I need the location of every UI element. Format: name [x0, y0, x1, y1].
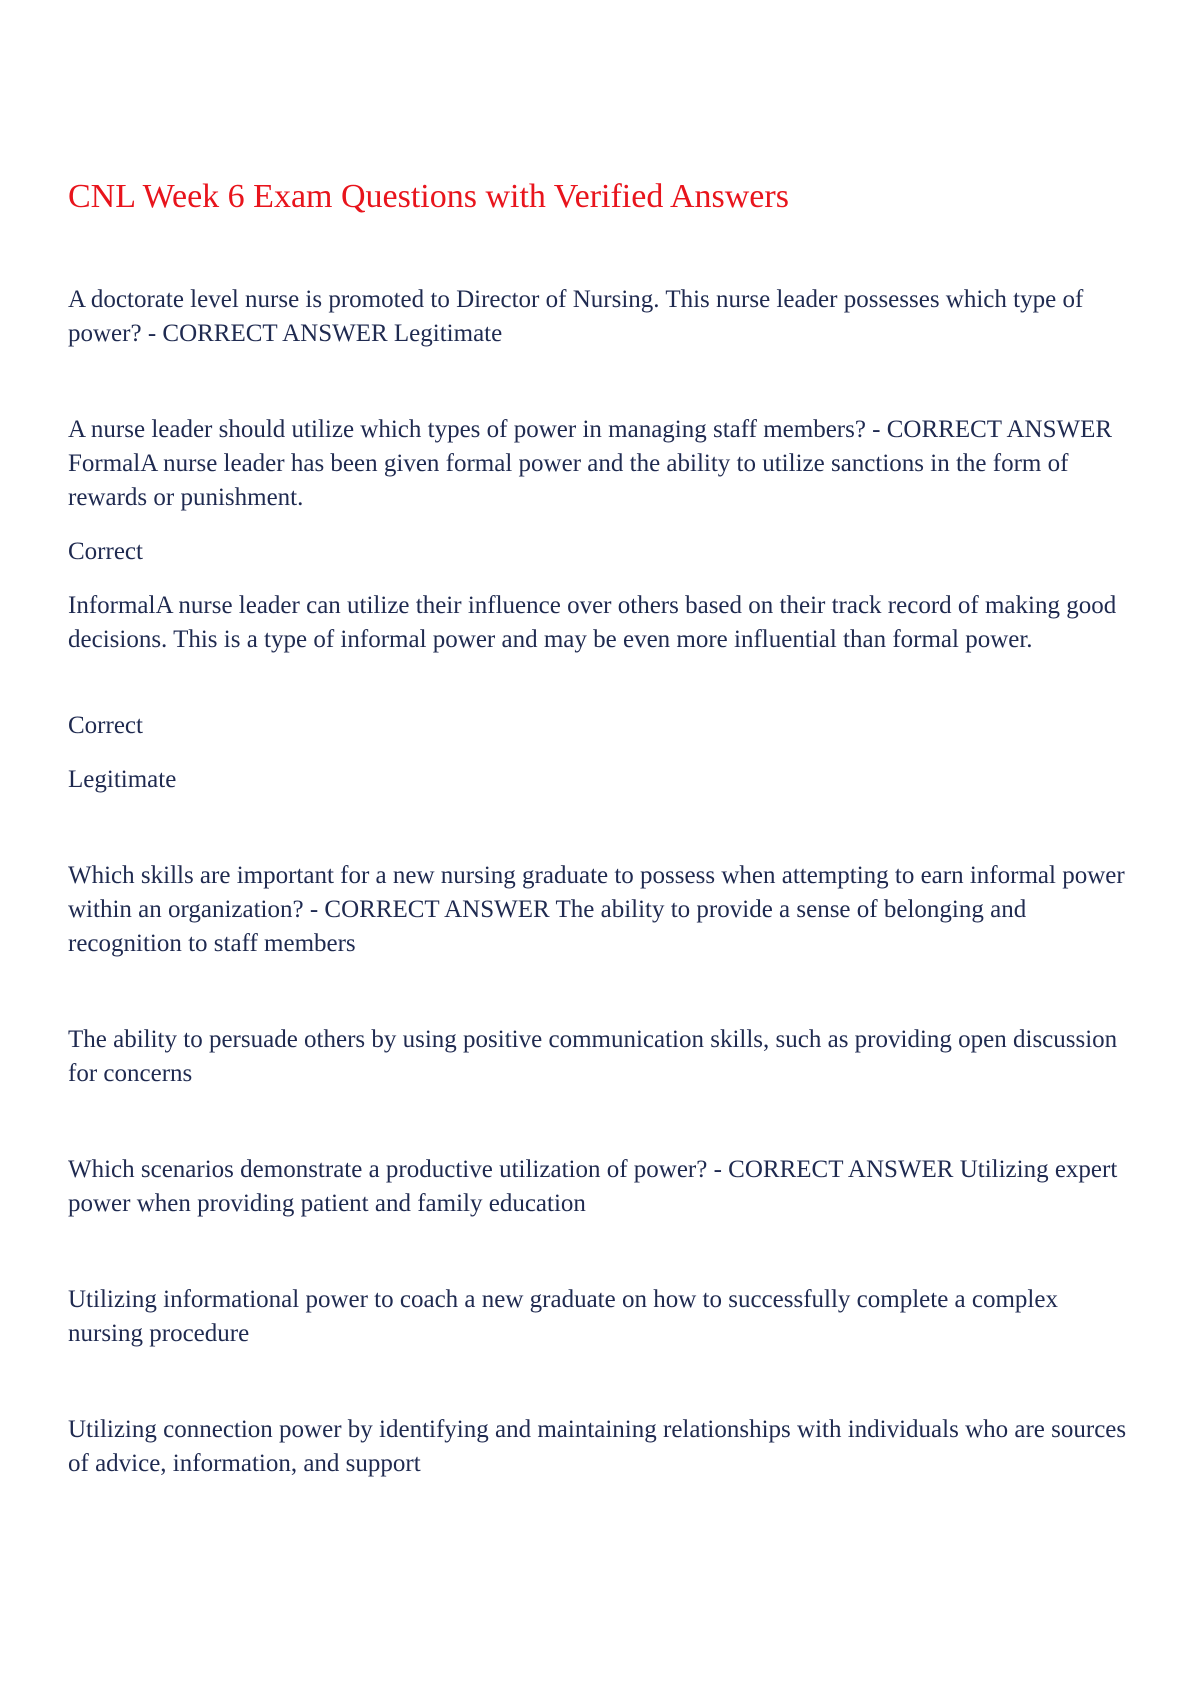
answer-correct-label: Correct	[68, 712, 143, 739]
answer-persuade-others: The ability to persuade others by using positive communication skills, such as providing open discussion for concerns	[68, 1026, 1118, 1087]
question-informal-power-skills: Which skills are important for a new nursing graduate to possess when attempting to earn informal power within an organization? - CORRECT ANSWER The ability to provide a sense of belonging and recognition to staff members	[68, 862, 1125, 957]
answer-legitimate: Legitimate	[68, 766, 177, 793]
answer-connection-power: Utilizing connection power by identifying and maintaining relationships with individuals who are sources of advice, information, and support	[68, 1416, 1127, 1477]
question-productive-power: Which scenarios demonstrate a productive utilization of power? - CORRECT ANSWER Utilizing expert power when providing patient and family education	[68, 1156, 1118, 1217]
answer-correct-label: Correct	[68, 538, 143, 565]
question-types-of-power: A nurse leader should utilize which types of power in managing staff members? - CORRECT ANSWER FormalA nurse leader has been given formal power and the ability to utilize sanctions in the form of rewards or punishment.	[68, 416, 1113, 511]
question-legitimate-power: A doctorate level nurse is promoted to Director of Nursing. This nurse leader possesses which type of power? - CORRECT ANSWER Legitimate	[68, 286, 1084, 347]
answer-informal-power: InformalA nurse leader can utilize their influence over others based on their track record of making good decisions. This is a type of informal power and may be even more influential than formal power.	[68, 592, 1117, 653]
document-title: CNL Week 6 Exam Questions with Verified Answers	[68, 178, 789, 215]
answer-informational-power: Utilizing informational power to coach a new graduate on how to successfully complete a complex nursing procedure	[68, 1286, 1058, 1347]
